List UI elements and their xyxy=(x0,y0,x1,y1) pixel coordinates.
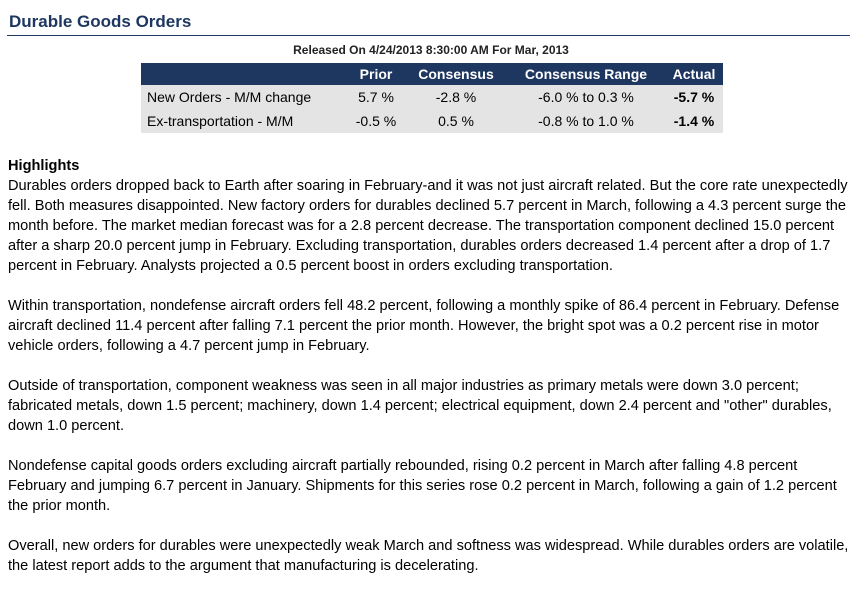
page-title: Durable Goods Orders xyxy=(9,12,192,31)
prior-value: 5.7 % xyxy=(347,85,405,109)
header-cell-label xyxy=(141,63,347,85)
header-cell-consensus-range: Consensus Range xyxy=(507,63,665,85)
actual-value: -1.4 % xyxy=(665,109,723,133)
consensus-range-value: -6.0 % to 0.3 % xyxy=(507,85,665,109)
actual-value: -5.7 % xyxy=(665,85,723,109)
row-label: New Orders - M/M change xyxy=(141,85,347,109)
highlights-paragraph: Overall, new orders for durables were unexpectedly weak March and softness was widespread. While durables orders are volatile, the latest report adds to the argument that manufacturing is decelerating. xyxy=(8,538,849,574)
highlights-paragraph: Within transportation, nondefense aircraft orders fell 48.2 percent, following a monthly spike of 86.4 percent in February. Defense aircraft declined 11.4 percent after falling 7.1 percent the prior month. However, the bright spot was a 0.2 percent rise in motor vehicle orders, following a 4.7 percent jump in February. xyxy=(8,298,840,354)
consensus-value: -2.8 % xyxy=(405,85,507,109)
table-header-row xyxy=(141,63,723,85)
highlights-paragraph: Durables orders dropped back to Earth after soaring in February-and it was not just aircraft related. But the core rate unexpectedly fell. Both measures disappointed. New factory orders for durables declined 5.7 percent in March, following a 4.3 percent surge the month before. The market median forecast was for a 2.8 percent decrease. The transportation component declined 15.0 percent after a sharp 20.0 percent jump in February. Excluding transportation, durables orders decreased 1.4 percent after a drop of 1.7 percent in February. Analysts projected a 0.5 percent boost in orders excluding transportation. xyxy=(8,178,848,274)
header-cell-prior: Prior xyxy=(347,63,405,85)
release-info: Released On 4/24/2013 8:30:00 AM For Mar, 2013 xyxy=(293,43,569,57)
consensus-range-value: -0.8 % to 1.0 % xyxy=(507,109,665,133)
highlights-section xyxy=(8,156,850,596)
prior-value: -0.5 % xyxy=(347,109,405,133)
header-cell-actual: Actual xyxy=(665,63,723,85)
highlights-paragraph: Outside of transportation, component weakness was seen in all major industries as primary metals were down 3.0 percent; fabricated metals, down 1.5 percent; machinery, down 1.4 percent; electrical equipment, down 2.4 percent and "other" durables, down 1.0 percent. xyxy=(8,378,832,434)
table-row xyxy=(141,109,723,133)
row-label: Ex-transportation - M/M xyxy=(141,109,347,133)
header-cell-consensus: Consensus xyxy=(405,63,507,85)
highlights-heading: Highlights xyxy=(8,158,80,174)
table-row xyxy=(141,85,723,109)
title-divider xyxy=(7,35,850,36)
consensus-value: 0.5 % xyxy=(405,109,507,133)
highlights-paragraph: Nondefense capital goods orders excluding aircraft partially rebounded, rising 0.2 percent in March after falling 4.8 percent February and jumping 6.7 percent in January. Shipments for this series rose 0.2 percent in March, following a gain of 1.2 percent the prior month. xyxy=(8,458,837,514)
economic-data-table xyxy=(141,63,723,133)
